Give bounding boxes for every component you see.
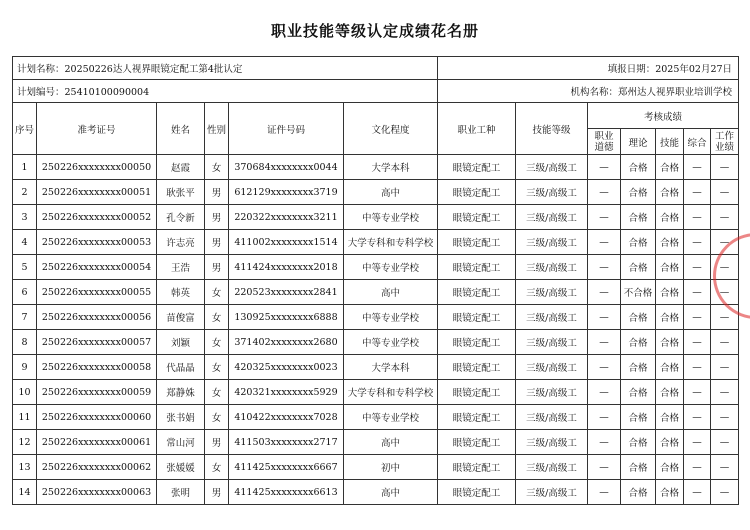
cell-ethics: — [588, 255, 621, 280]
cell-level: 三级/高级工 [516, 355, 588, 380]
cell-id-no: 411002xxxxxxxx1514 [229, 230, 344, 255]
cell-skill: 合格 [656, 230, 684, 255]
cell-ethics: — [588, 430, 621, 455]
cell-ethics: — [588, 280, 621, 305]
meta-row-2 [13, 80, 739, 103]
cell-seq: 3 [13, 205, 37, 230]
cell-work: — [711, 155, 739, 180]
cell-overall: — [684, 155, 711, 180]
cell-exam-no: 250226xxxxxxxx00060 [37, 405, 157, 430]
cell-seq: 13 [13, 455, 37, 480]
cell-gender: 男 [205, 230, 229, 255]
cell-theory: 合格 [621, 455, 656, 480]
table-row [13, 280, 739, 305]
cell-overall: — [684, 430, 711, 455]
cell-job: 眼镜定配工 [438, 430, 516, 455]
cell-education: 中等专业学校 [344, 255, 438, 280]
table-row [13, 255, 739, 280]
col-exam-no: 准考证号 [37, 103, 157, 155]
cell-skill: 合格 [656, 455, 684, 480]
cell-work: — [711, 230, 739, 255]
cell-level: 三级/高级工 [516, 180, 588, 205]
cell-level: 三级/高级工 [516, 380, 588, 405]
cell-job: 眼镜定配工 [438, 405, 516, 430]
cell-seq: 12 [13, 430, 37, 455]
cell-id-no: 410422xxxxxxxx7028 [229, 405, 344, 430]
cell-level: 三级/高级工 [516, 205, 588, 230]
cell-seq: 1 [13, 155, 37, 180]
cell-theory: 合格 [621, 205, 656, 230]
cell-name: 赵霞 [157, 155, 205, 180]
cell-exam-no: 250226xxxxxxxx00057 [37, 330, 157, 355]
col-education: 文化程度 [344, 103, 438, 155]
cell-level: 三级/高级工 [516, 305, 588, 330]
cell-theory: 合格 [621, 355, 656, 380]
cell-gender: 男 [205, 430, 229, 455]
cell-education: 高中 [344, 480, 438, 505]
col-theory: 理论 [621, 129, 656, 155]
cell-overall: — [684, 255, 711, 280]
cell-education: 大学专科和专科学校 [344, 380, 438, 405]
cell-theory: 合格 [621, 255, 656, 280]
cell-name: 许志亮 [157, 230, 205, 255]
cell-seq: 8 [13, 330, 37, 355]
table-row [13, 480, 739, 505]
cell-education: 高中 [344, 430, 438, 455]
cell-exam-no: 250226xxxxxxxx00052 [37, 205, 157, 230]
cell-work: — [711, 380, 739, 405]
cell-id-no: 420321xxxxxxxx5929 [229, 380, 344, 405]
cell-exam-no: 250226xxxxxxxx00062 [37, 455, 157, 480]
cell-theory: 合格 [621, 430, 656, 455]
cell-id-no: 220322xxxxxxxx3211 [229, 205, 344, 230]
col-overall: 综合 [684, 129, 711, 155]
cell-level: 三级/高级工 [516, 405, 588, 430]
cell-name: 耿张平 [157, 180, 205, 205]
cell-seq: 2 [13, 180, 37, 205]
cell-exam-no: 250226xxxxxxxx00059 [37, 380, 157, 405]
cell-overall: — [684, 480, 711, 505]
plan-name: 计划名称：20250226达人视界眼镜定配工第4批认定 [13, 57, 438, 80]
cell-work: — [711, 355, 739, 380]
cell-skill: 合格 [656, 405, 684, 430]
table-row [13, 455, 739, 480]
cell-id-no: 220523xxxxxxxx2841 [229, 280, 344, 305]
cell-theory: 合格 [621, 180, 656, 205]
cell-work: — [711, 405, 739, 430]
col-gender: 性别 [205, 103, 229, 155]
cell-skill: 合格 [656, 305, 684, 330]
cell-exam-no: 250226xxxxxxxx00055 [37, 280, 157, 305]
cell-id-no: 612129xxxxxxxx3719 [229, 180, 344, 205]
cell-job: 眼镜定配工 [438, 155, 516, 180]
cell-overall: — [684, 180, 711, 205]
cell-skill: 合格 [656, 205, 684, 230]
table-row [13, 330, 739, 355]
cell-seq: 10 [13, 380, 37, 405]
cell-id-no: 411425xxxxxxxx6613 [229, 480, 344, 505]
cell-seq: 4 [13, 230, 37, 255]
cell-id-no: 371402xxxxxxxx2680 [229, 330, 344, 355]
cell-seq: 7 [13, 305, 37, 330]
cell-skill: 合格 [656, 155, 684, 180]
cell-ethics: — [588, 155, 621, 180]
cell-gender: 女 [205, 405, 229, 430]
cell-gender: 男 [205, 180, 229, 205]
cell-level: 三级/高级工 [516, 330, 588, 355]
cell-level: 三级/高级工 [516, 280, 588, 305]
cell-exam-no: 250226xxxxxxxx00061 [37, 430, 157, 455]
cell-theory: 合格 [621, 330, 656, 355]
cell-ethics: — [588, 405, 621, 430]
cell-id-no: 130925xxxxxxxx6888 [229, 305, 344, 330]
roster-table [12, 56, 739, 505]
cell-education: 初中 [344, 455, 438, 480]
cell-ethics: — [588, 355, 621, 380]
cell-name: 张明 [157, 480, 205, 505]
cell-job: 眼镜定配工 [438, 280, 516, 305]
cell-ethics: — [588, 330, 621, 355]
cell-exam-no: 250226xxxxxxxx00063 [37, 480, 157, 505]
cell-work: — [711, 255, 739, 280]
cell-name: 王浩 [157, 255, 205, 280]
cell-overall: — [684, 305, 711, 330]
cell-gender: 女 [205, 355, 229, 380]
cell-skill: 合格 [656, 280, 684, 305]
col-level: 技能等级 [516, 103, 588, 155]
cell-name: 郑静姝 [157, 380, 205, 405]
cell-work: — [711, 430, 739, 455]
cell-theory: 不合格 [621, 280, 656, 305]
cell-work: — [711, 330, 739, 355]
cell-level: 三级/高级工 [516, 155, 588, 180]
cell-work: — [711, 480, 739, 505]
cell-overall: — [684, 230, 711, 255]
cell-seq: 5 [13, 255, 37, 280]
cell-overall: — [684, 405, 711, 430]
cell-education: 中等专业学校 [344, 405, 438, 430]
cell-gender: 女 [205, 455, 229, 480]
col-job: 职业工种 [438, 103, 516, 155]
cell-ethics: — [588, 455, 621, 480]
cell-id-no: 411503xxxxxxxx2717 [229, 430, 344, 455]
col-ethics: 职业道德 [588, 129, 621, 155]
fill-date: 填报日期：2025年02月27日 [438, 57, 739, 80]
cell-job: 眼镜定配工 [438, 480, 516, 505]
cell-id-no: 370684xxxxxxxx0044 [229, 155, 344, 180]
cell-theory: 合格 [621, 305, 656, 330]
col-work: 工作业绩 [711, 129, 739, 155]
table-row [13, 155, 739, 180]
org-name: 机构名称：郑州达人视界职业培训学校 [438, 80, 739, 103]
cell-education: 中等专业学校 [344, 205, 438, 230]
roster-sheet [8, 8, 742, 522]
cell-overall: — [684, 205, 711, 230]
table-row [13, 380, 739, 405]
cell-gender: 女 [205, 380, 229, 405]
cell-skill: 合格 [656, 330, 684, 355]
cell-id-no: 420325xxxxxxxx0023 [229, 355, 344, 380]
cell-gender: 女 [205, 305, 229, 330]
cell-work: — [711, 305, 739, 330]
cell-id-no: 411424xxxxxxxx2018 [229, 255, 344, 280]
cell-education: 大学本科 [344, 155, 438, 180]
cell-education: 高中 [344, 280, 438, 305]
cell-name: 刘颖 [157, 330, 205, 355]
col-seq: 序号 [13, 103, 37, 155]
cell-level: 三级/高级工 [516, 230, 588, 255]
cell-name: 代晶晶 [157, 355, 205, 380]
cell-name: 苗俊富 [157, 305, 205, 330]
plan-number: 计划编号：25410100090004 [13, 80, 438, 103]
cell-skill: 合格 [656, 355, 684, 380]
table-row [13, 430, 739, 455]
table-row [13, 305, 739, 330]
cell-job: 眼镜定配工 [438, 355, 516, 380]
cell-exam-no: 250226xxxxxxxx00058 [37, 355, 157, 380]
cell-name: 张媛媛 [157, 455, 205, 480]
cell-education: 中等专业学校 [344, 305, 438, 330]
cell-gender: 女 [205, 280, 229, 305]
cell-exam-no: 250226xxxxxxxx00050 [37, 155, 157, 180]
cell-seq: 9 [13, 355, 37, 380]
cell-job: 眼镜定配工 [438, 305, 516, 330]
cell-overall: — [684, 455, 711, 480]
col-name: 姓名 [157, 103, 205, 155]
cell-skill: 合格 [656, 380, 684, 405]
cell-theory: 合格 [621, 480, 656, 505]
cell-level: 三级/高级工 [516, 255, 588, 280]
cell-work: — [711, 205, 739, 230]
cell-id-no: 411425xxxxxxxx6667 [229, 455, 344, 480]
cell-skill: 合格 [656, 480, 684, 505]
cell-skill: 合格 [656, 180, 684, 205]
cell-education: 大学本科 [344, 355, 438, 380]
cell-gender: 男 [205, 480, 229, 505]
cell-job: 眼镜定配工 [438, 205, 516, 230]
cell-name: 常山河 [157, 430, 205, 455]
cell-exam-no: 250226xxxxxxxx00053 [37, 230, 157, 255]
meta-row-1 [13, 57, 739, 80]
table-row [13, 180, 739, 205]
cell-ethics: — [588, 305, 621, 330]
cell-seq: 11 [13, 405, 37, 430]
cell-job: 眼镜定配工 [438, 380, 516, 405]
cell-name: 韩英 [157, 280, 205, 305]
cell-exam-no: 250226xxxxxxxx00056 [37, 305, 157, 330]
cell-exam-no: 250226xxxxxxxx00051 [37, 180, 157, 205]
cell-ethics: — [588, 380, 621, 405]
col-scores: 考核成绩 [588, 103, 739, 129]
table-row [13, 355, 739, 380]
cell-ethics: — [588, 205, 621, 230]
cell-education: 中等专业学校 [344, 330, 438, 355]
cell-work: — [711, 280, 739, 305]
cell-ethics: — [588, 230, 621, 255]
cell-job: 眼镜定配工 [438, 180, 516, 205]
page-title: 职业技能等级认定成绩花名册 [270, 22, 479, 40]
cell-gender: 女 [205, 155, 229, 180]
cell-gender: 男 [205, 205, 229, 230]
cell-job: 眼镜定配工 [438, 255, 516, 280]
cell-overall: — [684, 280, 711, 305]
cell-seq: 14 [13, 480, 37, 505]
cell-theory: 合格 [621, 405, 656, 430]
cell-skill: 合格 [656, 430, 684, 455]
table-row [13, 405, 739, 430]
cell-overall: — [684, 380, 711, 405]
cell-theory: 合格 [621, 380, 656, 405]
header-row-1 [13, 103, 739, 129]
col-id-no: 证件号码 [229, 103, 344, 155]
table-row [13, 230, 739, 255]
cell-theory: 合格 [621, 155, 656, 180]
cell-gender: 男 [205, 255, 229, 280]
cell-level: 三级/高级工 [516, 480, 588, 505]
cell-name: 张书娟 [157, 405, 205, 430]
cell-work: — [711, 180, 739, 205]
table-row [13, 205, 739, 230]
cell-level: 三级/高级工 [516, 455, 588, 480]
cell-exam-no: 250226xxxxxxxx00054 [37, 255, 157, 280]
cell-theory: 合格 [621, 230, 656, 255]
cell-gender: 女 [205, 330, 229, 355]
cell-education: 大学专科和专科学校 [344, 230, 438, 255]
cell-skill: 合格 [656, 255, 684, 280]
cell-overall: — [684, 355, 711, 380]
cell-job: 眼镜定配工 [438, 330, 516, 355]
cell-level: 三级/高级工 [516, 430, 588, 455]
cell-job: 眼镜定配工 [438, 455, 516, 480]
cell-education: 高中 [344, 180, 438, 205]
cell-work: — [711, 455, 739, 480]
cell-name: 孔令新 [157, 205, 205, 230]
cell-overall: — [684, 330, 711, 355]
cell-ethics: — [588, 480, 621, 505]
cell-job: 眼镜定配工 [438, 230, 516, 255]
col-skill: 技能 [656, 129, 684, 155]
cell-seq: 6 [13, 280, 37, 305]
cell-ethics: — [588, 180, 621, 205]
